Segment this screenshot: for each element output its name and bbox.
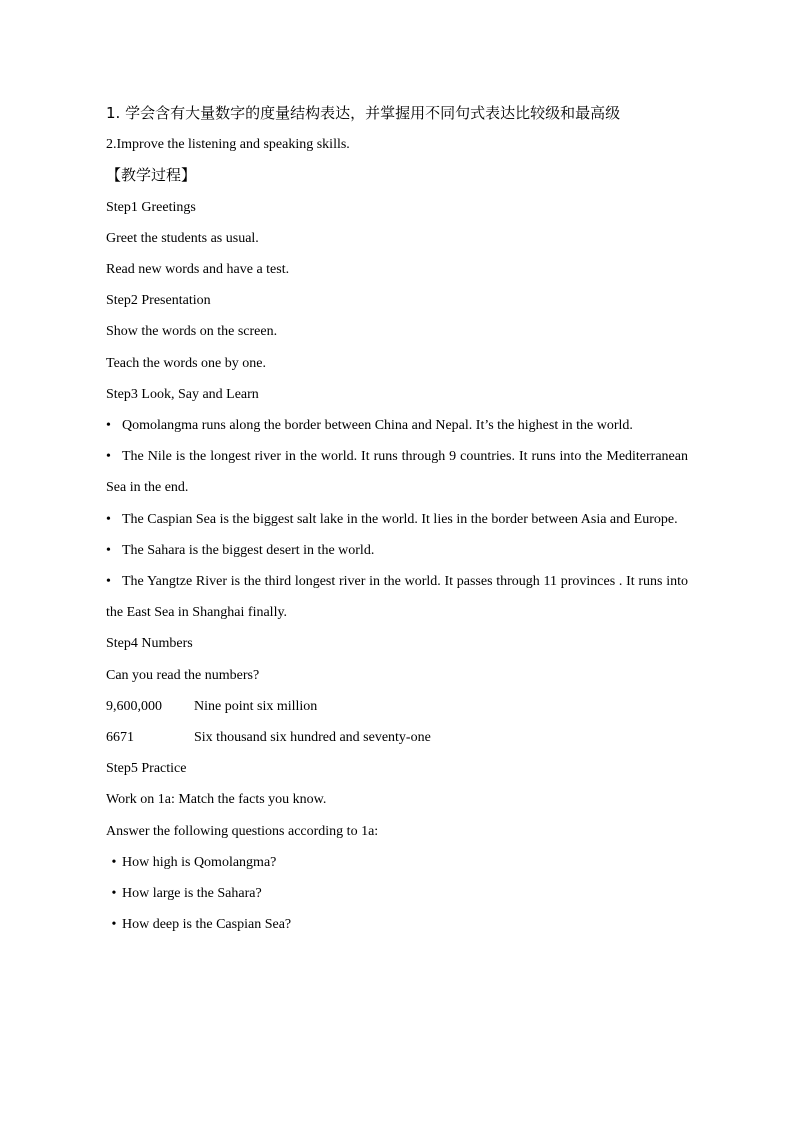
step2-title: Step2 Presentation bbox=[106, 293, 211, 309]
step3-title: Step3 Look, Say and Learn bbox=[106, 386, 259, 402]
bullet-icon: • bbox=[106, 542, 111, 558]
step1-line-2: Read new words and have a test. bbox=[106, 262, 290, 278]
question-text: How large is the Sahara? bbox=[122, 886, 262, 902]
process-heading: 【教学过程】 bbox=[106, 166, 197, 185]
fact-item bbox=[106, 504, 688, 535]
number-value: 9,600,000 bbox=[106, 698, 162, 714]
number-value: 6671 bbox=[106, 730, 134, 746]
bullet-icon: • bbox=[106, 418, 111, 434]
question-text: How deep is the Caspian Sea? bbox=[122, 917, 292, 933]
question-item bbox=[106, 909, 688, 940]
number-words: Nine point six million bbox=[194, 698, 318, 714]
document-body bbox=[106, 98, 688, 940]
step1-line-1: Greet the students as usual. bbox=[106, 230, 259, 246]
question-item bbox=[106, 878, 688, 909]
step2-line-2: Teach the words one by one. bbox=[106, 355, 266, 371]
fact-item bbox=[106, 410, 688, 441]
bullet-icon: • bbox=[111, 886, 117, 902]
step5-title: Step5 Practice bbox=[106, 761, 187, 777]
step1-title: Step1 Greetings bbox=[106, 199, 196, 215]
fact-text: Qomolangma runs along the border between China and Nepal. It’s the highest in the world. bbox=[122, 418, 633, 434]
fact-text: The Sahara is the biggest desert in the world. bbox=[122, 542, 375, 558]
step2-line-1: Show the words on the screen. bbox=[106, 324, 278, 340]
step5-line-1: Work on 1a: Match the facts you know. bbox=[106, 792, 327, 808]
fact-item bbox=[106, 566, 688, 628]
objective-1: 1. 学会含有大量数字的度量结构表达，并掌握用不同句式表达比较级和最高级 bbox=[106, 104, 621, 122]
fact-text: The Caspian Sea is the biggest salt lake in the world. It lies in the border between Asia and Europe. bbox=[122, 511, 678, 527]
bullet-icon: • bbox=[111, 917, 117, 933]
step4-question: Can you read the numbers? bbox=[106, 667, 260, 683]
step5-line-2: Answer the following questions according to 1a: bbox=[106, 823, 379, 839]
question-text: How high is Qomolangma? bbox=[122, 854, 277, 870]
number-words: Six thousand six hundred and seventy-one bbox=[194, 730, 431, 746]
bullet-icon: • bbox=[106, 574, 111, 590]
fact-item bbox=[106, 441, 688, 503]
objective-2: 2.Improve the listening and speaking skills. bbox=[106, 137, 350, 153]
bullet-icon: • bbox=[111, 854, 117, 870]
number-row bbox=[106, 722, 688, 753]
step4-title: Step4 Numbers bbox=[106, 636, 193, 652]
fact-text: The Nile is the longest river in the world. It runs through 9 countries. It runs into the Mediterranean Sea in the end. bbox=[106, 449, 688, 496]
bullet-icon: • bbox=[106, 449, 111, 465]
fact-text: The Yangtze River is the third longest river in the world. It passes through 11 provinces . It runs into the East Sea in Shanghai finally. bbox=[106, 574, 688, 621]
bullet-icon: • bbox=[106, 511, 111, 527]
question-item bbox=[106, 847, 688, 878]
number-row bbox=[106, 691, 688, 722]
fact-item bbox=[106, 535, 688, 566]
